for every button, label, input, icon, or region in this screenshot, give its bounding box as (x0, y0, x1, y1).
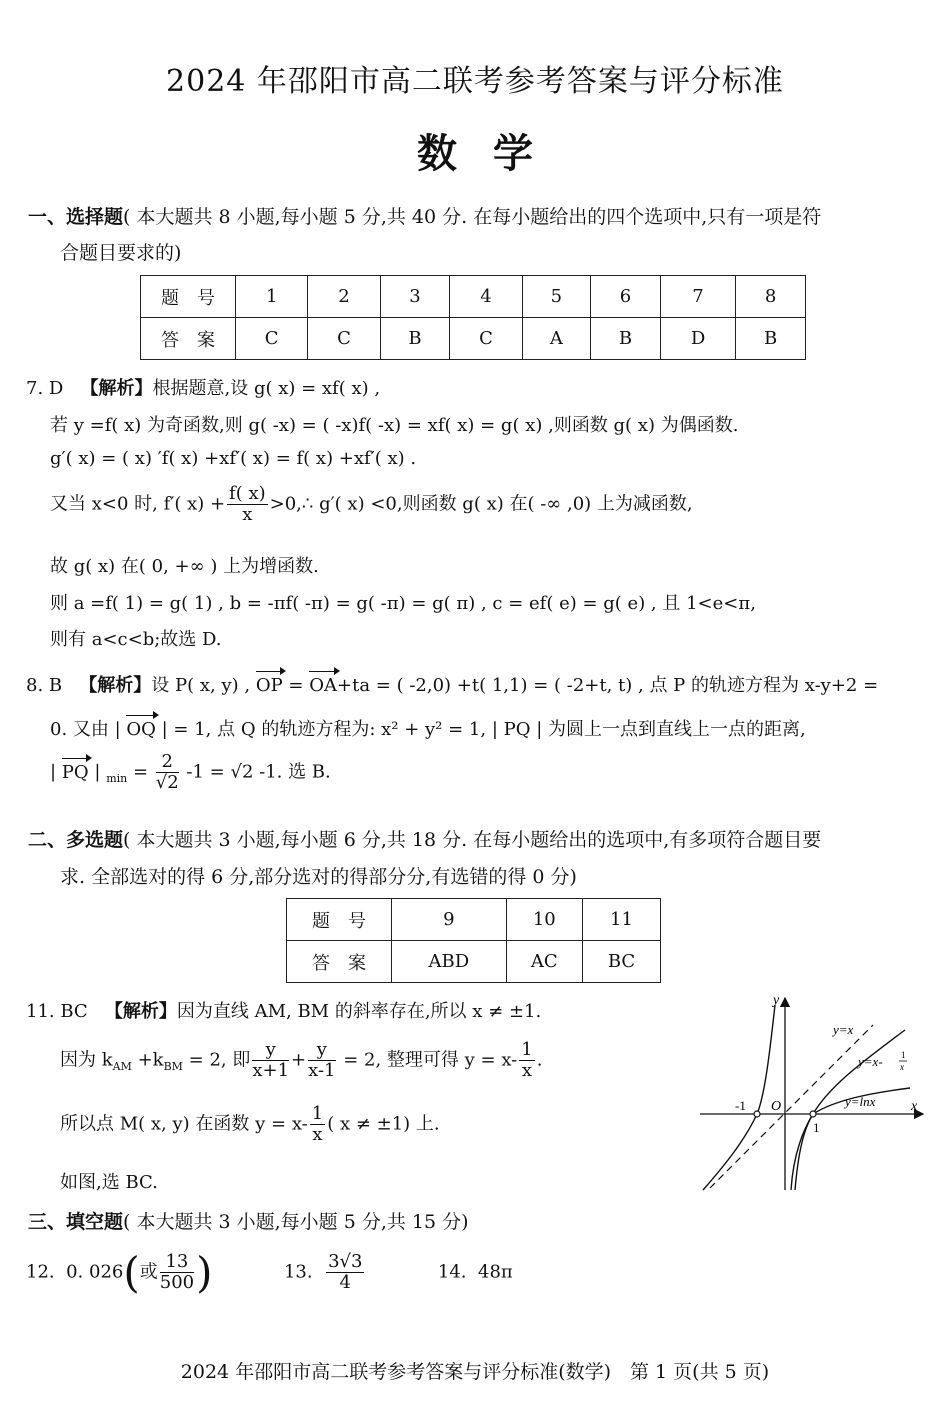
table-cell: 10 (506, 899, 582, 941)
table-cell: B (591, 318, 661, 360)
q11-line-4: 如图,选 BC. (60, 1172, 158, 1193)
q11-fraction-1 (252, 1040, 289, 1081)
q7-line-5: 故 g( x) 在( 0, +∞ ) 上为增函数. (50, 556, 319, 577)
page-title: 2024 年邵阳市高二联考参考答案与评分标准 (166, 64, 784, 99)
section3-header (28, 1207, 469, 1234)
q11-text-2c: = 2, 整理可得 y = x- (337, 1049, 518, 1071)
tick-label-1: 1 (813, 1120, 820, 1135)
q11-plus: + (291, 1049, 307, 1071)
fraction-numerator: 1 (521, 1039, 533, 1060)
q8-tag: 【解析】 (79, 675, 152, 696)
q11-line-3 (60, 1104, 440, 1145)
q7-text-4a: 又当 x<0 时, f′( x) + (50, 493, 226, 515)
table-row-answers (287, 941, 661, 983)
table-cell: 11 (583, 899, 661, 941)
table-cell: 2 (308, 276, 380, 318)
q14-value: 48π (478, 1261, 513, 1283)
paren-close: ) (196, 1248, 213, 1297)
table-cell: B (380, 318, 450, 360)
table-cell: 8 (736, 276, 806, 318)
origin-label: O (771, 1099, 782, 1114)
section3-desc: ( 本大题共 3 小题,每小题 5 分,共 15 分) (123, 1211, 469, 1233)
fraction-numerator: y (308, 1040, 335, 1061)
q14-number: 14. (437, 1261, 467, 1283)
label-hyperbola-num: 1 (901, 1050, 906, 1060)
table-cell: C (450, 318, 522, 360)
table-cell: 3 (380, 276, 450, 318)
q11-fraction-2 (308, 1040, 335, 1081)
q11-plus-k: +k (131, 1049, 164, 1071)
q11-number: 11. BC (26, 1001, 88, 1022)
q8-line-1 (26, 671, 878, 697)
vector-op: OP (255, 675, 283, 696)
q8-text-1b: +ta = ( -2,0) +t( 1,1) = ( -2+t, t) , 点 P 的轨迹方程为 x-y+2 = (337, 675, 879, 696)
label-ln: y=lnx (845, 1094, 876, 1109)
q12-value: 0. 026 (66, 1261, 124, 1283)
table-cell: B (736, 318, 806, 360)
subscript-am: AM (112, 1060, 132, 1074)
table-cell: 1 (236, 276, 308, 318)
q8-text-1a: 设 P( x, y) , (151, 675, 256, 696)
q7-text-4b: >0,∴ g′( x) <0,则函数 g( x) 在( -∞ ,0) 上为减函数, (269, 493, 693, 515)
answer-table-1 (140, 275, 806, 360)
label-y-equals-x: y=x (833, 1022, 854, 1037)
q11-fraction-3 (519, 1040, 534, 1081)
subject-title: 数学 (417, 131, 569, 177)
q11-text-1: 因为直线 AM, BM 的斜率存在,所以 x ≠ ±1. (176, 1001, 542, 1022)
subscript-bm: BM (163, 1060, 183, 1074)
section1-desc-2: 合题目要求的) (60, 242, 182, 264)
q11-graph (695, 990, 930, 1195)
table-label-answers: 答案 (141, 318, 236, 360)
y-axis-label: y (773, 993, 780, 1008)
label-hyperbola: y=x- (858, 1054, 883, 1069)
section2-heading: 二、多选题 (28, 829, 124, 851)
page-footer: 2024 年邵阳市高二联考参考答案与评分标准(数学) 第 1 页(共 5 页) (180, 1361, 770, 1383)
section2-desc-2: 求. 全部选对的得 6 分,部分选对的得部分分,有选错的得 0 分) (60, 866, 577, 888)
q8-abs-bar: | (88, 761, 107, 783)
tick-label-neg1: -1 (735, 1098, 746, 1113)
fraction-denominator: x-1 (308, 1060, 336, 1081)
q11-line-2 (60, 1040, 542, 1081)
q12-number: 12. (26, 1261, 55, 1283)
paren-open: ( (123, 1248, 140, 1297)
table-cell: C (308, 318, 380, 360)
hyperbola-right-branch (791, 1030, 905, 1190)
table-cell: BC (583, 941, 661, 983)
q12-fraction (160, 1252, 194, 1293)
section3-heading: 三、填空题 (28, 1211, 124, 1233)
q7-line-2: 若 y =f( x) 为奇函数,则 g( -x) = ( -x)f( -x) = xf( x) = g( x) ,则函数 g( x) 为偶函数. (50, 415, 739, 436)
answer-table-2 (286, 898, 661, 983)
table-label-numbers: 题号 (287, 899, 392, 941)
q12-or: 或 (139, 1261, 158, 1283)
vector-pq: PQ (61, 761, 89, 783)
fraction-numerator: f( x) (229, 483, 266, 504)
fraction-denominator: 500 (159, 1272, 195, 1293)
q7-fraction (227, 484, 268, 525)
fraction-numerator: y (252, 1040, 289, 1061)
q7-line-3: g′( x) = ( x) ′f( x) +xf′( x) = f( x) +xf′( x) . (50, 448, 417, 469)
section1-desc-1: ( 本大题共 8 小题,每小题 5 分,共 40 分. 在每小题给出的四个选项中,只有一项是符 (123, 206, 822, 228)
q11-period: . (536, 1049, 543, 1071)
q7-line-7: 则有 a<c<b;故选 D. (50, 629, 222, 650)
min-subscript: min (106, 772, 128, 786)
q13-fraction (326, 1252, 364, 1293)
section1-header (28, 202, 821, 229)
label-hyperbola-den: x (900, 1062, 904, 1072)
table-row-numbers (141, 276, 806, 318)
fraction-denominator: x+1 (252, 1060, 290, 1081)
x-axis-label: x (911, 1099, 918, 1114)
fraction-denominator: 4 (339, 1272, 351, 1293)
q13-number: 13. (283, 1261, 313, 1283)
open-point-1 (810, 1111, 816, 1117)
section1-heading: 一、选择题 (28, 206, 124, 228)
q8-line-2 (50, 715, 806, 741)
fraction-numerator: 13 (160, 1252, 194, 1273)
q8-text-3a: | (50, 761, 62, 783)
q8-number: 8. B (26, 675, 63, 696)
q8-fraction (156, 752, 179, 793)
q11-tag: 【解析】 (104, 1001, 177, 1022)
fraction-denominator: x (242, 504, 253, 525)
table-label-answers: 答案 (287, 941, 392, 983)
table-cell: C (236, 318, 308, 360)
table-cell: AC (506, 941, 582, 983)
fraction-denominator: x (312, 1124, 323, 1145)
table-cell: 9 (392, 899, 507, 941)
q7-number: 7. D (26, 378, 64, 399)
q7-line-1 (26, 374, 380, 400)
fill-answers (26, 1248, 513, 1297)
q8-text-2b: | = 1, 点 Q 的轨迹方程为: x² + y² = 1, | PQ | 为圆上一点到直线上一点的距离, (155, 719, 806, 740)
q11-text-2a: 因为 k (60, 1049, 113, 1071)
q11-fraction-4 (310, 1104, 325, 1145)
table-cell: 4 (450, 276, 522, 318)
q8-text-3b: -1 = √2 -1. 选 B. (180, 761, 331, 783)
table-cell: A (522, 318, 591, 360)
q11-text-3b: ( x ≠ ±1) 上. (327, 1113, 440, 1135)
fraction-denominator: x (521, 1060, 533, 1081)
section2-desc-1: ( 本大题共 3 小题,每小题 6 分,共 18 分. 在每小题给出的选项中,有多项符合题目要 (123, 829, 822, 851)
q7-text-1: 根据题意,设 g( x) = xf( x) , (152, 378, 381, 399)
fraction-numerator: 1 (311, 1103, 324, 1124)
table-cell: 7 (660, 276, 736, 318)
vector-oq: OQ (126, 719, 156, 740)
q7-line-6: 则 a =f( 1) = g( 1) , b = -πf( -π) = g( -π) = g( π) , c = ef( e) = g( e) , 且 1<e<π, (50, 593, 756, 614)
q7-tag: 【解析】 (80, 378, 153, 399)
table-label-numbers: 题号 (141, 276, 236, 318)
vector-oa: OA (309, 675, 337, 696)
open-point-neg1 (754, 1111, 760, 1117)
q8-eq-2: = (127, 761, 154, 783)
section2-header (28, 825, 821, 852)
fraction-denominator: √2 (155, 772, 179, 793)
q11-line-1 (26, 997, 541, 1023)
table-cell: 6 (591, 276, 661, 318)
table-cell: 5 (522, 276, 591, 318)
table-row-answers (141, 318, 806, 360)
q8-line-3 (50, 752, 331, 793)
q11-text-2b: = 2, 即 (182, 1049, 251, 1071)
fraction-numerator: 2 (156, 752, 179, 773)
table-cell: ABD (392, 941, 507, 983)
q8-eq: = (282, 675, 310, 696)
fraction-numerator: 3√3 (328, 1251, 363, 1272)
q8-text-2a: 0. 又由 | (50, 719, 127, 740)
q7-line-4 (50, 484, 693, 525)
table-row-numbers (287, 899, 661, 941)
table-cell: D (660, 318, 736, 360)
q11-text-3a: 所以点 M( x, y) 在函数 y = x- (60, 1113, 308, 1135)
